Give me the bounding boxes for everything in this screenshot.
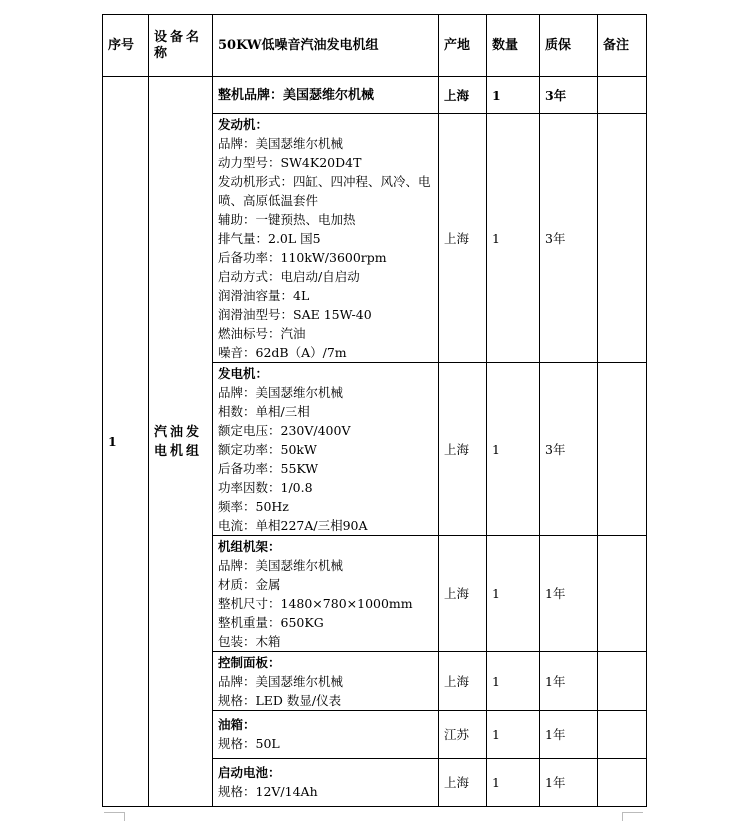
spec-line: 规格：LED 数显/仪表: [218, 693, 342, 708]
row-device-name: 汽油发电机组: [149, 77, 213, 807]
spec-line: 额定功率：50kW: [218, 442, 317, 457]
warranty-cell: 1年: [540, 652, 598, 711]
spec-line: 额定电压：230V/400V: [218, 423, 351, 438]
quantity-cell: 1: [487, 114, 540, 363]
spec-line: 包装：木箱: [218, 634, 281, 649]
spec-brand-title: 整机品牌：美国瑟维尔机械: [213, 77, 439, 114]
spec-line: 整机尺寸：1480×780×1000mm: [218, 596, 413, 611]
spec-battery-cell: [213, 759, 439, 807]
remarks-cell: [598, 711, 647, 759]
header-origin: 产地: [439, 15, 487, 77]
spec-line: 整机重量：650KG: [218, 615, 324, 630]
header-remarks: 备注: [598, 15, 647, 77]
spec-line: 润滑油容量：4L: [218, 288, 310, 303]
header-device-name: 设备名称: [149, 15, 213, 77]
origin-cell: 上海: [439, 77, 487, 114]
warranty-cell: 1年: [540, 759, 598, 807]
quantity-cell: 1: [487, 759, 540, 807]
warranty-cell: 1年: [540, 711, 598, 759]
warranty-cell: 1年: [540, 536, 598, 652]
spec-line: 电流：单相227A/三相90A: [218, 518, 368, 533]
table-row: [103, 77, 647, 114]
spec-line: 频率：50Hz: [218, 499, 289, 514]
spec-line: 动力型号：SW4K20D4T: [218, 155, 362, 170]
origin-cell: 上海: [439, 114, 487, 363]
spec-fuel-tank-cell: [213, 711, 439, 759]
spec-line: 排气量：2.0L 国5: [218, 231, 321, 246]
spec-frame-title: 机组机架：: [218, 539, 281, 554]
remarks-cell: [598, 114, 647, 363]
quantity-cell: 1: [487, 77, 540, 114]
remarks-cell: [598, 759, 647, 807]
spec-battery-title: 启动电池：: [218, 765, 281, 780]
row-index: 1: [103, 77, 149, 807]
equipment-spec-table: [102, 14, 647, 807]
spec-line: 品牌：美国瑟维尔机械: [218, 136, 344, 151]
quantity-cell: 1: [487, 711, 540, 759]
spec-engine-title: 发动机：: [218, 117, 269, 132]
header-warranty: 质保: [540, 15, 598, 77]
spec-control-panel-title: 控制面板：: [218, 655, 281, 670]
origin-cell: 上海: [439, 536, 487, 652]
origin-cell: 上海: [439, 652, 487, 711]
quantity-cell: 1: [487, 536, 540, 652]
spec-line: 品牌：美国瑟维尔机械: [218, 674, 344, 689]
spec-line: 启动方式：电启动/自启动: [218, 269, 360, 284]
quantity-cell: 1: [487, 363, 540, 536]
remarks-cell: [598, 536, 647, 652]
quantity-cell: 1: [487, 652, 540, 711]
warranty-cell: 3年: [540, 363, 598, 536]
spec-generator-cell: [213, 363, 439, 536]
spec-line: 功率因数：1/0.8: [218, 480, 313, 495]
spec-control-panel-cell: [213, 652, 439, 711]
origin-cell: 上海: [439, 363, 487, 536]
origin-cell: 上海: [439, 759, 487, 807]
spec-line: 后备功率：110kW/3600rpm: [218, 250, 387, 265]
header-row: [103, 15, 647, 77]
origin-cell: 江苏: [439, 711, 487, 759]
spec-fuel-tank-title: 油箱：: [218, 717, 256, 732]
header-quantity: 数量: [487, 15, 540, 77]
spec-line: 品牌：美国瑟维尔机械: [218, 385, 344, 400]
warranty-cell: 3年: [540, 77, 598, 114]
spec-line: 噪音：62dB（A）/7m: [218, 345, 347, 360]
warranty-cell: 3年: [540, 114, 598, 363]
spec-line: 润滑油型号：SAE 15W-40: [218, 307, 372, 322]
spec-line: 规格：12V/14Ah: [218, 784, 318, 799]
spec-line: 后备功率：55KW: [218, 461, 319, 476]
spec-line: 材质：金属: [218, 577, 281, 592]
remarks-cell: [598, 652, 647, 711]
header-product: 50KW低噪音汽油发电机组: [213, 15, 439, 77]
remarks-cell: [598, 77, 647, 114]
spec-engine-cell: [213, 114, 439, 363]
spec-line: 规格：50L: [218, 736, 280, 751]
spec-line: 相数：单相/三相: [218, 404, 310, 419]
spec-line: 辅助：一键预热、电加热: [218, 212, 356, 227]
spec-line: 燃油标号：汽油: [218, 326, 306, 341]
header-index: 序号: [103, 15, 149, 77]
spec-frame-cell: [213, 536, 439, 652]
remarks-cell: [598, 363, 647, 536]
spec-line: 发动机形式：四缸、四冲程、风冷、电喷、高原低温套件: [218, 174, 431, 208]
spec-generator-title: 发电机：: [218, 366, 269, 381]
spec-line: 品牌：美国瑟维尔机械: [218, 558, 344, 573]
